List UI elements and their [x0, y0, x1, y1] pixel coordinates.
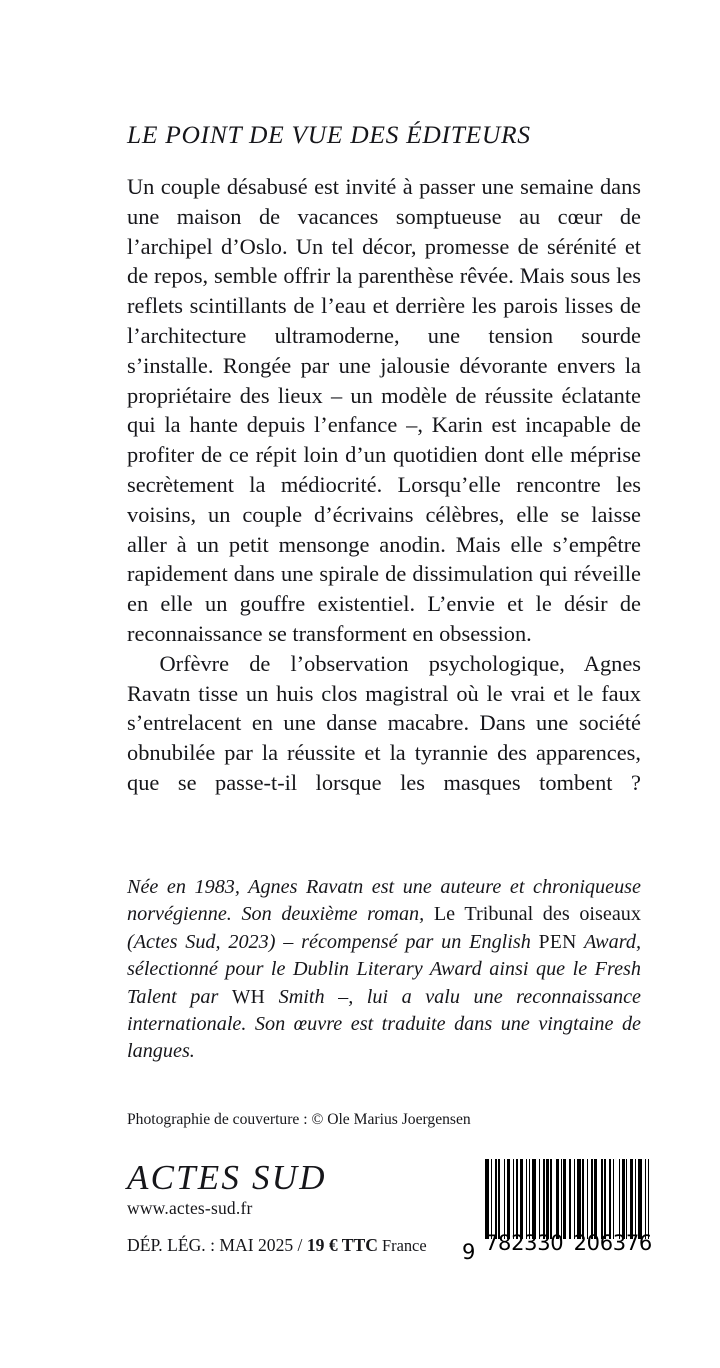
bio-part-2: (Actes Sud, 2023) – récompensé par un English: [127, 930, 531, 953]
blurb-paragraph-1: Un couple désabusé est invité à passer une semaine dans une maison de vacances somptueuse au cœur de l’archipel d’Oslo. Un tel décor, promesse de sérénité et de repos, semble offrir la parenthèse rêvée. Mais sous les reflets scintillants de l’eau et derrière les parois lisses de l’architecture ultramoderne, une tension sourde s’installe. Rongée par une jalousie dévorante envers la propriétaire des lieux – un modèle de réussite éclatante qui la hante depuis l’enfance –, Karin est incapable de profiter de ce répit loin d’un quotidien dont elle méprise secrètement la médiocrité. Lorsqu’elle rencontre les voisins, un couple d’écrivains célèbres, elle se laisse aller à un petit mensonge anodin. Mais elle s’empêtre rapidement dans une spirale de dissimulation qui réveille en elle un gouffre existentiel. L’envie et le désir de reconnaissance se transforment en obsession.: [127, 174, 641, 646]
price-value: 19 € TTC: [306, 1235, 378, 1256]
bio-award-pen: PEN: [538, 931, 577, 953]
barcode: [462, 1159, 652, 1263]
author-biography: [127, 874, 641, 1066]
price-country: France: [377, 1236, 427, 1256]
barcode-digits: [485, 1233, 652, 1254]
barcode-lead-digit: 9: [462, 1240, 476, 1264]
bio-part-4: Smith –, lui a valu une reconnaissance internationale. Son œuvre est traduite dans une vingtaine de langues.: [127, 985, 642, 1063]
barcode-bars: [485, 1159, 652, 1239]
page-title: LE POINT DE VUE DES ÉDITEURS: [127, 120, 531, 149]
blurb-paragraph-2: Orfèvre de l’observation psychologique, Agnes Ravatn tisse un huis clos magistral où le vrai et le faux s’entrelacent en une danse macabre. Dans une société obnubilée par la réussite et la tyrannie des apparences, que se passe-t-il lorsque les masques tombent ?: [127, 650, 641, 795]
bio-part-1: Née en 1983, Agnes Ravatn est une auteure et chroniqueuse norvégienne. Son deuxième roman,: [127, 876, 641, 926]
legal-deposit-date: DÉP. LÉG. : MAI 2025 /: [127, 1235, 307, 1256]
publisher-logo: ACTES SUD: [127, 1158, 327, 1197]
bio-part-3: Award, sélectionné pour le Dublin Literary Award ainsi que le Fresh Talent par: [127, 930, 641, 1008]
barcode-left-group: 782330: [485, 1231, 564, 1255]
bio-book-title: Le Tribunal des oiseaux: [433, 903, 641, 926]
barcode-bar: [649, 1159, 652, 1239]
bio-award-wh: WH: [231, 986, 266, 1008]
legal-deposit-line: [127, 1235, 457, 1256]
blurb-text: [127, 172, 641, 828]
publisher-block: [127, 1160, 457, 1256]
publisher-website-url[interactable]: www.actes-sud.fr: [127, 1198, 253, 1218]
barcode-right-group: 206376: [573, 1231, 652, 1255]
photo-credit: Photographie de couverture : © Ole Marius Joergensen: [127, 1111, 471, 1128]
